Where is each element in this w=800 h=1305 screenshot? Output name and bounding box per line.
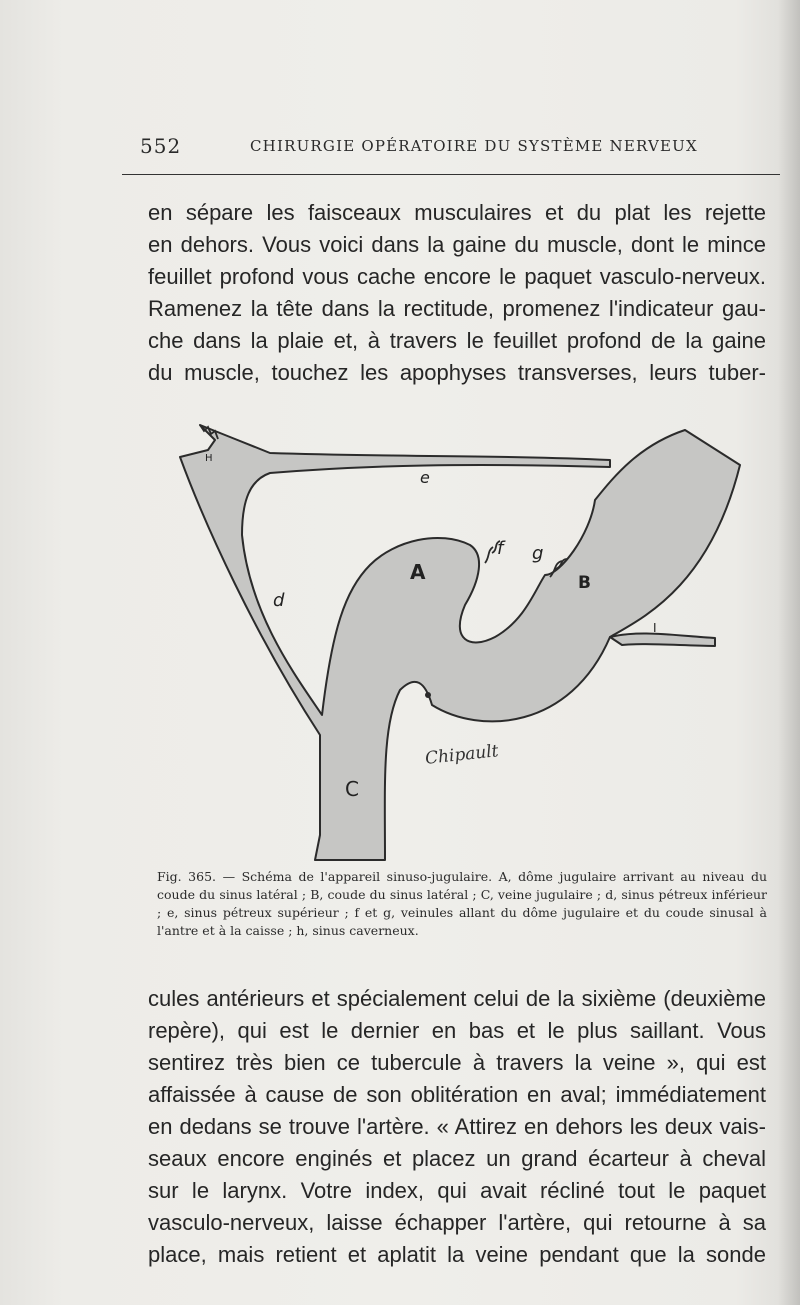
header-rule (122, 174, 780, 175)
paragraph-top (148, 197, 766, 389)
text-line: vasculo-nerveux, laisse échapper l'artère, qui retourne à sa (148, 1210, 766, 1235)
figure-caption (157, 868, 767, 940)
text-line: sur le larynx. Votre index, qui avait récliné tout le paquet (148, 1178, 766, 1203)
label-B: B (578, 573, 591, 593)
label-g: g (532, 543, 544, 564)
label-C: C (345, 777, 359, 801)
text-line: feuillet profond vous cache encore le paquet vasculo-nerveux. (148, 264, 766, 289)
artist-signature: Chipault (424, 741, 500, 769)
label-I: I (653, 621, 657, 635)
running-header (140, 134, 770, 158)
text-line: che dans la plaie et, à travers le feuillet profond de la gaine (148, 328, 766, 353)
caption-fig-number: Fig. 365. (157, 869, 217, 884)
text-line: en dehors. Vous voici dans la gaine du muscle, dont le mince (148, 232, 766, 257)
caption-text: — Schéma de l'appareil sinuso-jugulaire. A, dôme jugulaire arrivant au niveau du coude du sinus latéral ; B, coude du sinus latéral ; C, veine jugulaire ; d, sinus pétreux inférieur ; e, sinus pétreux supérieur ; f et g, veinules allant du dôme jugulaire et du coude sinusal à l'antre et à la caisse ; h, sinus caverneux. (157, 869, 768, 938)
running-title: CHIRURGIE OPÉRATOIRE DU SYSTÈME NERVEUX (250, 137, 698, 155)
text-line: en dedans se trouve l'artère. « Attirez en dehors les deux vais- (148, 1114, 766, 1139)
text-line: repère), qui est le dernier en bas et le plus saillant. Vous (148, 1018, 766, 1043)
label-f: f (497, 538, 504, 559)
anatomical-diagram (170, 405, 750, 865)
junction-dot (425, 692, 431, 698)
label-d: d (273, 590, 285, 611)
text-line: du muscle, touchez les apophyses transverses, leurs tuber- (148, 360, 766, 385)
text-line: en sépare les faisceaux musculaires et du plat les rejette (148, 200, 766, 225)
text-line: affaissée à cause de son oblitération en aval; immédiatement (148, 1082, 766, 1107)
vein-I (610, 633, 715, 646)
text-line: cules antérieurs et spécialement celui de la sixième (deuxième (148, 986, 766, 1011)
text-line: seaux encore enginés et placez un grand écarteur à cheval (148, 1146, 766, 1171)
text-line: Ramenez la tête dans la rectitude, promenez l'indicateur gau- (148, 296, 766, 321)
figure-sinus-jugular-diagram (170, 405, 750, 865)
label-A: A (410, 560, 426, 584)
label-H: H (205, 453, 213, 464)
page-number: 552 (140, 134, 182, 158)
text-line: sentirez très bien ce tubercule à travers la veine », qui est (148, 1050, 766, 1075)
page-edge-shadow (778, 0, 800, 1305)
paragraph-bottom (148, 983, 766, 1271)
text-line: place, mais retient et aplatit la veine pendant que la sonde (148, 1242, 766, 1267)
label-e: e (420, 468, 430, 487)
